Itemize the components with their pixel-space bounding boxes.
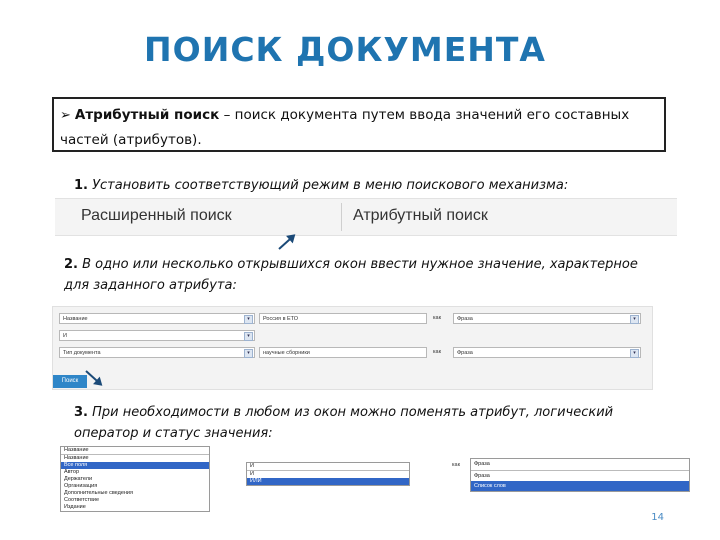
definition-box xyxy=(52,97,666,152)
chevron-down-icon: ▾ xyxy=(244,315,253,324)
arrow-bullet-icon: ➢ xyxy=(60,108,71,123)
chevron-down-icon: ▾ xyxy=(244,349,253,358)
list-item[interactable]: Автор xyxy=(64,469,80,475)
step-2-text: В одно или несколько открывшихся окон ввести нужное значение, характерное для заданного атрибута: xyxy=(64,257,638,293)
dropdown-selected[interactable]: И xyxy=(247,463,409,471)
chevron-down-icon: ▾ xyxy=(630,349,639,358)
step-1-text: Установить соответствующий режим в меню поискового механизма: xyxy=(87,178,569,193)
page-number: 14 xyxy=(651,512,664,523)
chevron-down-icon: ▾ xyxy=(244,332,253,341)
definition-text: – поиск документа путем ввода значений его составных частей (атрибутов). xyxy=(60,107,630,148)
list-item[interactable]: Соответствие xyxy=(64,497,100,503)
value-input-2[interactable]: научные сборники xyxy=(259,347,427,358)
tab-extended-search[interactable]: Расширенный поиск xyxy=(81,207,232,224)
page-title: ПОИСК ДОКУМЕНТА xyxy=(144,30,546,69)
step-1 xyxy=(74,175,684,196)
list-item[interactable]: Издание xyxy=(64,504,86,510)
list-item[interactable]: Держатели xyxy=(64,476,93,482)
step-3-number: 3. xyxy=(74,405,88,420)
tab-attribute-search[interactable]: Атрибутный поиск xyxy=(353,207,488,224)
search-mode-tabs xyxy=(55,198,677,236)
step-2 xyxy=(64,254,664,296)
search-button[interactable]: Поиск xyxy=(53,375,87,388)
step-3 xyxy=(74,402,674,444)
list-item[interactable]: Дополнительные сведения xyxy=(64,490,133,496)
dropdown-selected[interactable]: Фраза xyxy=(471,459,689,471)
pointer-arrow-icon xyxy=(278,235,294,250)
attribute-dropdown[interactable] xyxy=(60,446,210,512)
mode-select-1[interactable]: Фраза ▾ xyxy=(453,313,641,324)
operator-dropdown[interactable] xyxy=(246,462,410,486)
match-label-2: как xyxy=(433,349,441,355)
match-label-3: как xyxy=(452,462,460,468)
match-label-1: как xyxy=(433,315,441,321)
mode-dropdown[interactable] xyxy=(470,458,690,492)
tab-divider xyxy=(341,203,342,231)
list-item[interactable]: Организация xyxy=(64,483,98,489)
definition-term: Атрибутный поиск xyxy=(74,107,220,123)
list-item[interactable]: ИЛИ xyxy=(247,478,409,485)
list-item[interactable]: Список слов xyxy=(471,481,689,491)
step-3-text: При необходимости в любом из окон можно поменять атрибут, логический оператор и статус значения: xyxy=(74,405,614,441)
operator-select[interactable]: И ▾ xyxy=(59,330,255,341)
chevron-down-icon: ▾ xyxy=(630,315,639,324)
dropdown-selected[interactable]: Название xyxy=(61,447,209,455)
mode-select-2[interactable]: Фраза ▾ xyxy=(453,347,641,358)
list-item[interactable]: Фраза xyxy=(474,473,490,479)
attribute-select-1[interactable]: Название ▾ xyxy=(59,313,255,324)
list-item[interactable]: И xyxy=(250,471,254,477)
step-2-number: 2. xyxy=(64,257,78,272)
attribute-search-form xyxy=(52,306,653,390)
list-item[interactable]: Все поля xyxy=(61,462,209,469)
value-input-1[interactable]: Россия в ЕТО xyxy=(259,313,427,324)
step-1-number: 1. xyxy=(74,178,88,193)
attribute-select-2[interactable]: Тип документа ▾ xyxy=(59,347,255,358)
list-item[interactable]: Название xyxy=(64,455,89,461)
